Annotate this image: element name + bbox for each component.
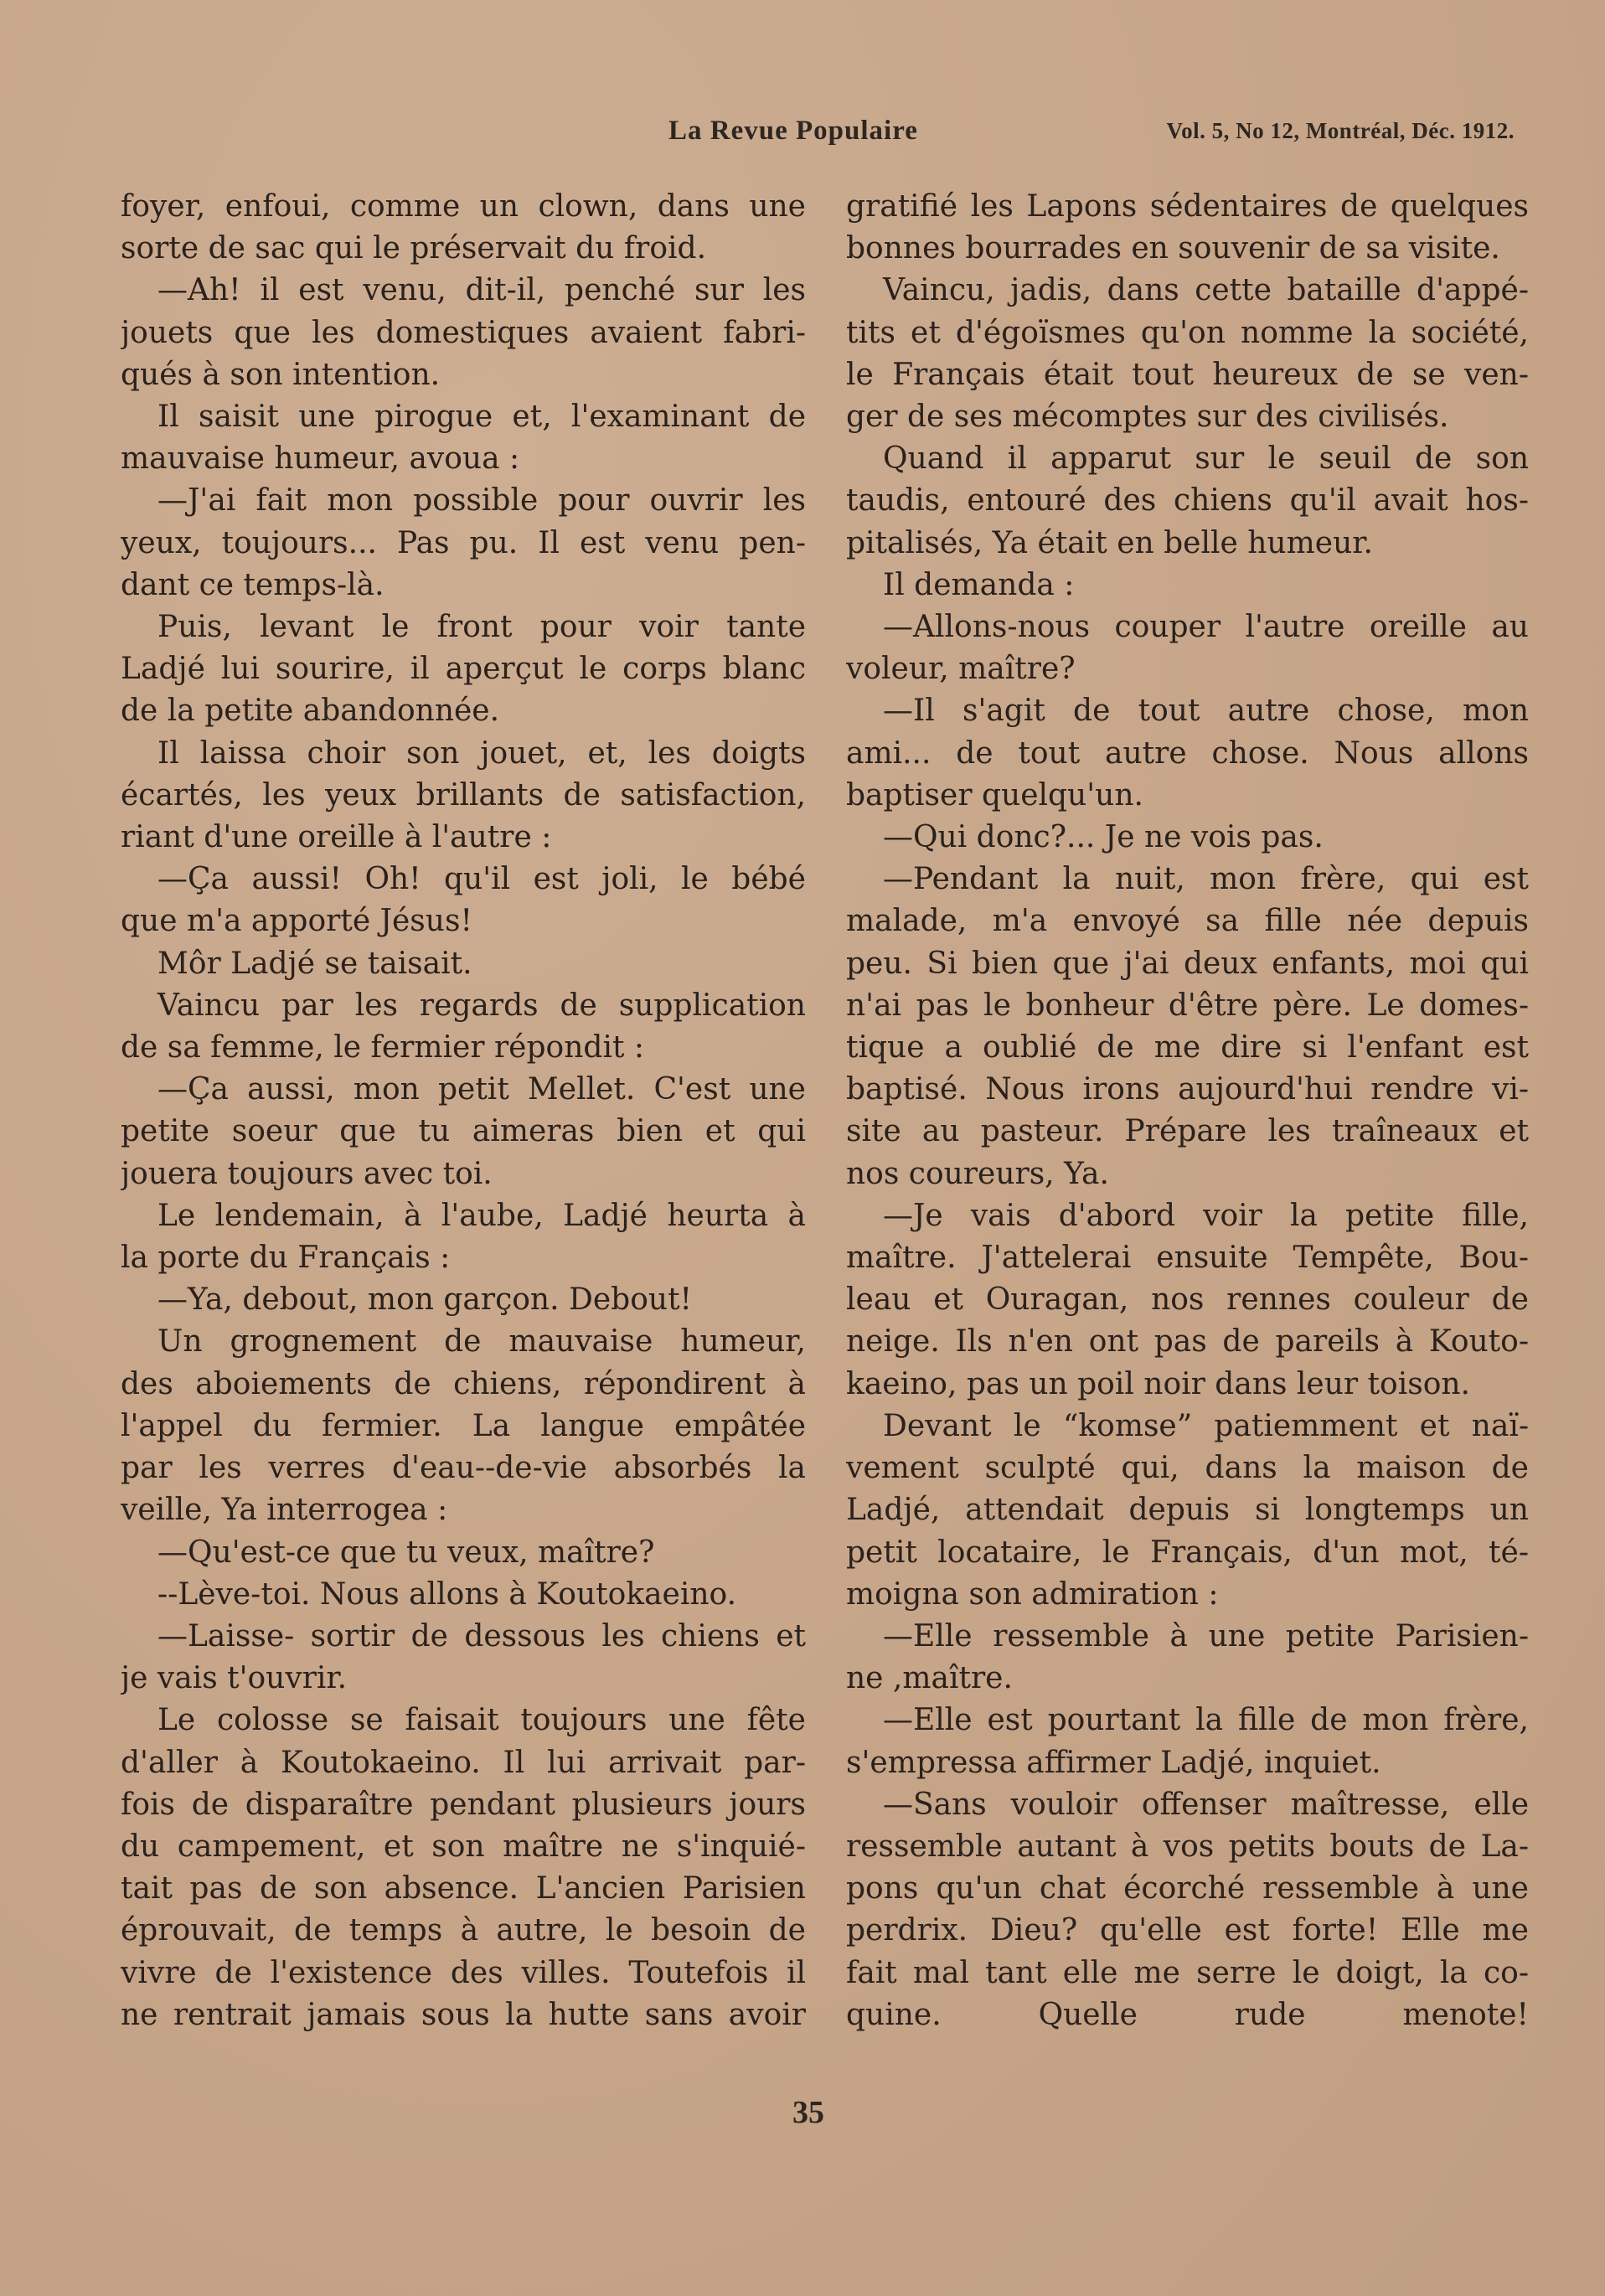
- text-line: fois de disparaître pendant plusieurs jours: [121, 1787, 806, 1822]
- text-line: vement sculpté qui, dans la maison de: [846, 1451, 1529, 1486]
- text-line: petite soeur que tu aimeras bien et qui: [121, 1114, 806, 1149]
- text-line: —Je vais d'abord voir la petite fille,: [883, 1198, 1529, 1233]
- text-line: sorte de sac qui le préservait du froid.: [121, 231, 707, 266]
- text-line: tique a oublié de me dire si l'enfant est: [846, 1030, 1529, 1065]
- text-line: foyer, enfoui, comme un clown, dans une: [121, 189, 806, 224]
- text-line: Le colosse se faisait toujours une fête: [157, 1703, 806, 1738]
- text-line: que m'a apporté Jésus!: [121, 904, 472, 939]
- text-line: vivre de l'existence des villes. Toutefois il: [121, 1955, 806, 1990]
- text-line: —Qu'est-ce que tu veux, maître?: [157, 1535, 655, 1570]
- text-line: la porte du Français :: [121, 1241, 451, 1276]
- text-line: de sa femme, le fermier répondit :: [121, 1030, 644, 1065]
- text-line: voleur, maître?: [846, 652, 1076, 687]
- text-line: nos coureurs, Ya.: [846, 1156, 1109, 1191]
- text-line: par les verres d'eau--de-vie absorbés la: [121, 1451, 806, 1486]
- text-line: Vaincu par les regards de supplication: [157, 988, 806, 1023]
- text-line: site au pasteur. Prépare les traîneaux et: [846, 1114, 1529, 1149]
- text-line: jouera toujours avec toi.: [121, 1156, 493, 1191]
- text-line: --Lève-toi. Nous allons à Koutokaeino.: [157, 1576, 737, 1612]
- text-line: s'empressa affirmer Ladjé, inquiet.: [846, 1745, 1381, 1780]
- text-line: taudis, entouré des chiens qu'il avait hos-: [846, 483, 1529, 519]
- text-line: —Ça aussi, mon petit Mellet. C'est une: [157, 1072, 806, 1107]
- text-line: je vais t'ouvrir.: [121, 1661, 348, 1696]
- text-line: Ladjé, attendait depuis si longtemps un: [846, 1493, 1529, 1528]
- running-header: [668, 116, 1515, 157]
- text-line: l'appel du fermier. La langue empâtée: [121, 1408, 806, 1443]
- text-line: —Il s'agit de tout autre chose, mon: [883, 694, 1529, 729]
- text-line: baptisé. Nous irons aujourd'hui rendre vi-: [846, 1072, 1529, 1107]
- text-line: malade, m'a envoyé sa fille née depuis: [846, 904, 1529, 939]
- text-line: ne ,maître.: [846, 1661, 1013, 1696]
- right-column: [846, 186, 1529, 2054]
- text-line: —Qui donc?... Je ne vois pas.: [883, 820, 1324, 855]
- text-line: jouets que les domestiques avaient fabri-: [121, 315, 806, 350]
- publication-title: La Revue Populaire: [668, 116, 918, 146]
- left-column: [121, 186, 806, 2054]
- text-line: veille, Ya interrogea :: [121, 1493, 448, 1528]
- text-line: —Laisse- sortir de dessous les chiens et: [157, 1618, 806, 1654]
- text-line: Le lendemain, à l'aube, Ladjé heurta à: [157, 1198, 806, 1233]
- text-line: Quand il apparut sur le seuil de son: [883, 441, 1529, 477]
- text-line: pons qu'un chat écorché ressemble à une: [846, 1871, 1529, 1906]
- text-line: qués à son intention.: [121, 357, 441, 392]
- text-line: le Français était tout heureux de se ven-: [846, 357, 1529, 392]
- text-line: mauvaise humeur, avoua :: [121, 441, 520, 477]
- text-line: pitalisés, Ya était en belle humeur.: [846, 525, 1373, 560]
- text-line: ressemble autant à vos petits bouts de La-: [846, 1829, 1529, 1864]
- text-line: —Sans vouloir offenser maîtresse, elle: [883, 1787, 1529, 1822]
- text-line: —Ya, debout, mon garçon. Debout!: [157, 1282, 692, 1318]
- text-line: d'aller à Koutokaeino. Il lui arrivait par-: [121, 1745, 806, 1780]
- text-line: kaeino, pas un poil noir dans leur toison.: [846, 1366, 1470, 1401]
- text-line: Ladjé lui sourire, il aperçut le corps blanc: [121, 652, 806, 687]
- text-line: écartés, les yeux brillants de satisfaction,: [121, 777, 806, 813]
- text-line: éprouvait, de temps à autre, le besoin de: [121, 1913, 806, 1948]
- text-line: tits et d'égoïsmes qu'on nomme la société,: [846, 315, 1529, 350]
- volume-info: Vol. 5, No 12, Montréal, Déc. 1912.: [1166, 118, 1515, 143]
- text-line: n'ai pas le bonheur d'être père. Le domes-: [846, 988, 1529, 1023]
- text-line: petit locataire, le Français, d'un mot, té-: [846, 1535, 1529, 1570]
- text-line: Un grognement de mauvaise humeur,: [157, 1324, 806, 1360]
- text-line: riant d'une oreille à l'autre :: [121, 820, 552, 855]
- text-line: neige. Ils n'en ont pas de pareils à Kouto-: [846, 1324, 1529, 1360]
- text-line: gratifié les Lapons sédentaires de quelques: [846, 189, 1529, 224]
- text-line: des aboiements de chiens, répondirent à: [121, 1366, 806, 1401]
- text-line: tait pas de son absence. L'ancien Parisien: [121, 1871, 806, 1906]
- text-line: —J'ai fait mon possible pour ouvrir les: [157, 483, 806, 519]
- text-line: —Ah! il est venu, dit-il, penché sur les: [157, 273, 806, 308]
- text-line: —Allons-nous couper l'autre oreille au: [883, 610, 1529, 645]
- text-line: leau et Ouragan, nos rennes couleur de: [846, 1282, 1529, 1318]
- text-line: dant ce temps-là.: [121, 567, 384, 602]
- text-line: fait mal tant elle me serre le doigt, la co-: [846, 1955, 1529, 1990]
- text-line: de la petite abandonnée.: [121, 694, 500, 729]
- text-line: maître. J'attelerai ensuite Tempête, Bou-: [846, 1241, 1529, 1276]
- text-line: Il saisit une pirogue et, l'examinant de: [157, 400, 806, 435]
- text-line: peu. Si bien que j'ai deux enfants, moi qui: [846, 946, 1529, 981]
- text-line: ger de ses mécomptes sur des civilisés.: [846, 400, 1449, 435]
- text-line: Puis, levant le front pour voir tante: [157, 610, 806, 645]
- text-line: —Pendant la nuit, mon frère, qui est: [883, 862, 1529, 897]
- text-line: —Ça aussi! Oh! qu'il est joli, le bébé: [157, 862, 806, 897]
- text-line: Il demanda :: [883, 567, 1075, 602]
- text-line: du campement, et son maître ne s'inquié-: [121, 1829, 806, 1864]
- text-line: —Elle ressemble à une petite Parisien-: [883, 1618, 1529, 1654]
- text-line: —Elle est pourtant la fille de mon frère,: [883, 1703, 1529, 1738]
- text-line: Môr Ladjé se taisait.: [157, 946, 472, 981]
- text-line: baptiser quelqu'un.: [846, 777, 1143, 813]
- text-line: Il laissa choir son jouet, et, les doigts: [157, 735, 806, 771]
- page-number: 35: [792, 2095, 824, 2130]
- text-line: perdrix. Dieu? qu'elle est forte! Elle me: [846, 1913, 1529, 1948]
- text-line: ne rentrait jamais sous la hutte sans avoir: [121, 1997, 806, 2032]
- text-line: quine. Quelle rude menote!: [846, 1997, 1529, 2032]
- text-line: ami... de tout autre chose. Nous allons: [846, 735, 1529, 771]
- text-line: yeux, toujours... Pas pu. Il est venu pen-: [121, 525, 806, 560]
- text-line: bonnes bourrades en souvenir de sa visite.: [846, 231, 1500, 266]
- text-line: Devant le “komse” patiemment et naï-: [883, 1408, 1529, 1443]
- text-line: Vaincu, jadis, dans cette bataille d'appé-: [883, 273, 1529, 308]
- text-line: moigna son admiration :: [846, 1576, 1219, 1612]
